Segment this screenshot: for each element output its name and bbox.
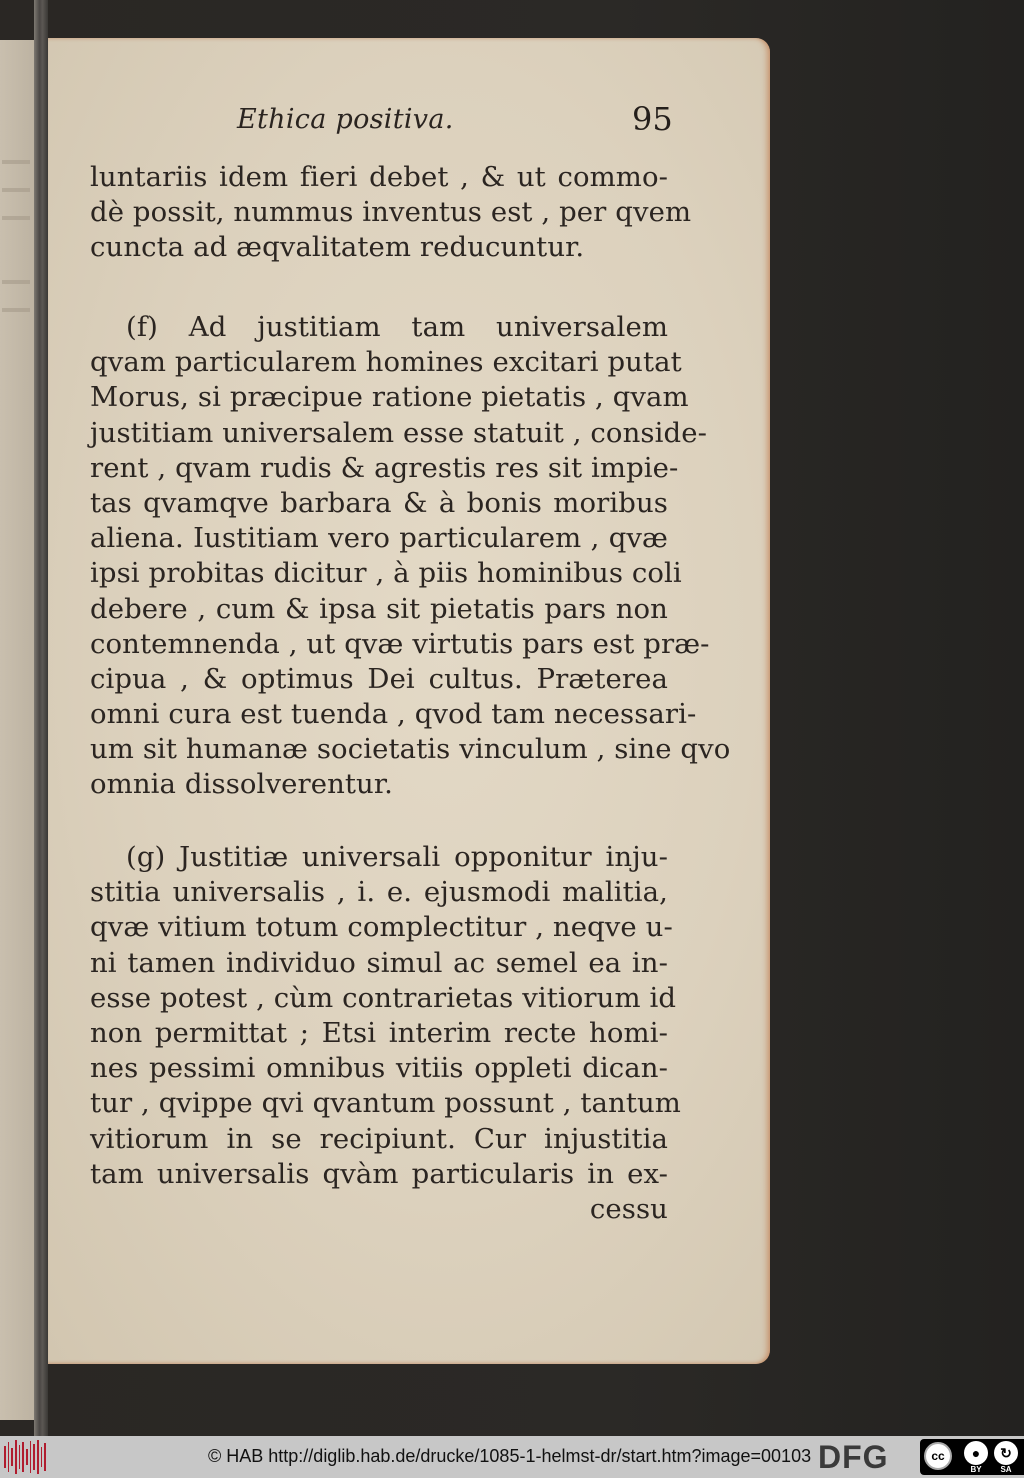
attribution-person-icon: ● bbox=[964, 1441, 988, 1465]
text-line: um sit humanæ societatis vinculum , sine qvo bbox=[90, 733, 731, 766]
paragraph-continuation bbox=[90, 160, 692, 266]
text-line: aliena. Iustitiam vero particularem , qvæ bbox=[90, 522, 668, 555]
paragraph-note-g bbox=[90, 840, 681, 1227]
facing-page-text-ghost bbox=[2, 280, 30, 284]
text-line: luntariis idem fieri debet , & ut commo- bbox=[90, 161, 668, 193]
text-line: ipsi probitas dicitur , à piis hominibus coli bbox=[90, 557, 682, 590]
text-line: tam universalis qvàm particularis in ex- bbox=[90, 1157, 668, 1190]
text-line: vitiorum in se recipiunt. Cur injustitia bbox=[90, 1122, 668, 1155]
footer-bar bbox=[0, 1436, 1024, 1478]
catchword: cessu bbox=[589, 1192, 668, 1225]
text-line: qvæ vitium totum complectitur , neqve u- bbox=[90, 911, 673, 944]
text-line: justitiam universalem esse statuit , conside- bbox=[90, 416, 707, 449]
text-line: omni cura est tuenda , qvod tam necessari- bbox=[90, 698, 697, 731]
sa-label: SA bbox=[1000, 1465, 1012, 1474]
cc-license-badge[interactable] bbox=[920, 1439, 1024, 1475]
text-line: tas qvamqve barbara & à bonis moribus bbox=[90, 486, 668, 519]
text-line: rent , qvam rudis & agrestis res sit impie- bbox=[90, 451, 679, 484]
text-line: contemnenda , ut qvæ virtutis pars est præ- bbox=[90, 627, 710, 660]
text-line: tur , qvippe qvi qvantum possunt , tantum bbox=[90, 1087, 681, 1120]
copyright-link[interactable]: © HAB http://diglib.hab.de/drucke/1085-1-helmst-dr/start.htm?image=00103 bbox=[208, 1446, 812, 1466]
text-line: non permittat ; Etsi interim recte homi- bbox=[90, 1016, 668, 1049]
text-line: ni tamen individuo simul ac semel ea in- bbox=[90, 946, 668, 979]
running-head: Ethica positiva. bbox=[237, 104, 454, 135]
text-line: cuncta ad æqvalitatem reducuntur. bbox=[90, 231, 585, 264]
hab-barcode-logo-icon bbox=[4, 1440, 46, 1474]
text-line: cipua , & optimus Dei cultus. Præterea bbox=[90, 662, 668, 695]
by-label: BY bbox=[970, 1465, 982, 1474]
text-line: dè possit, nummus inventus est , per qvem bbox=[90, 196, 692, 229]
paragraph-note-f bbox=[90, 310, 731, 803]
dfg-logo: DFG bbox=[818, 1439, 889, 1475]
text-line: stitia universalis , i. e. ejusmodi malitia, bbox=[90, 876, 668, 909]
creative-commons-icon: cc bbox=[924, 1442, 952, 1470]
text-line: qvam particularem homines excitari putat bbox=[90, 346, 682, 379]
text-line: nes pessimi omnibus vitiis oppleti dican- bbox=[90, 1052, 668, 1085]
facing-page-text-ghost bbox=[2, 160, 30, 164]
share-alike-icon: ↻ bbox=[994, 1441, 1018, 1465]
text-line: debere , cum & ipsa sit pietatis pars non bbox=[90, 592, 668, 625]
text-line: Morus, si præcipue ratione pietatis , qvam bbox=[90, 381, 689, 414]
facing-page-text-ghost bbox=[2, 188, 30, 192]
facing-page-edge bbox=[0, 40, 34, 1420]
text-line: (f) Ad justitiam tam universalem bbox=[126, 311, 668, 343]
book-spine bbox=[34, 0, 48, 1436]
facing-page-text-ghost bbox=[2, 308, 30, 312]
text-line: esse potest , cùm contrarietas vitiorum id bbox=[90, 981, 677, 1014]
text-line: (g) Justitiæ universali opponitur inju- bbox=[126, 841, 668, 873]
facing-page-text-ghost bbox=[2, 216, 30, 220]
page-number: 95 bbox=[632, 100, 673, 138]
text-line: omnia dissolverentur. bbox=[90, 768, 393, 801]
